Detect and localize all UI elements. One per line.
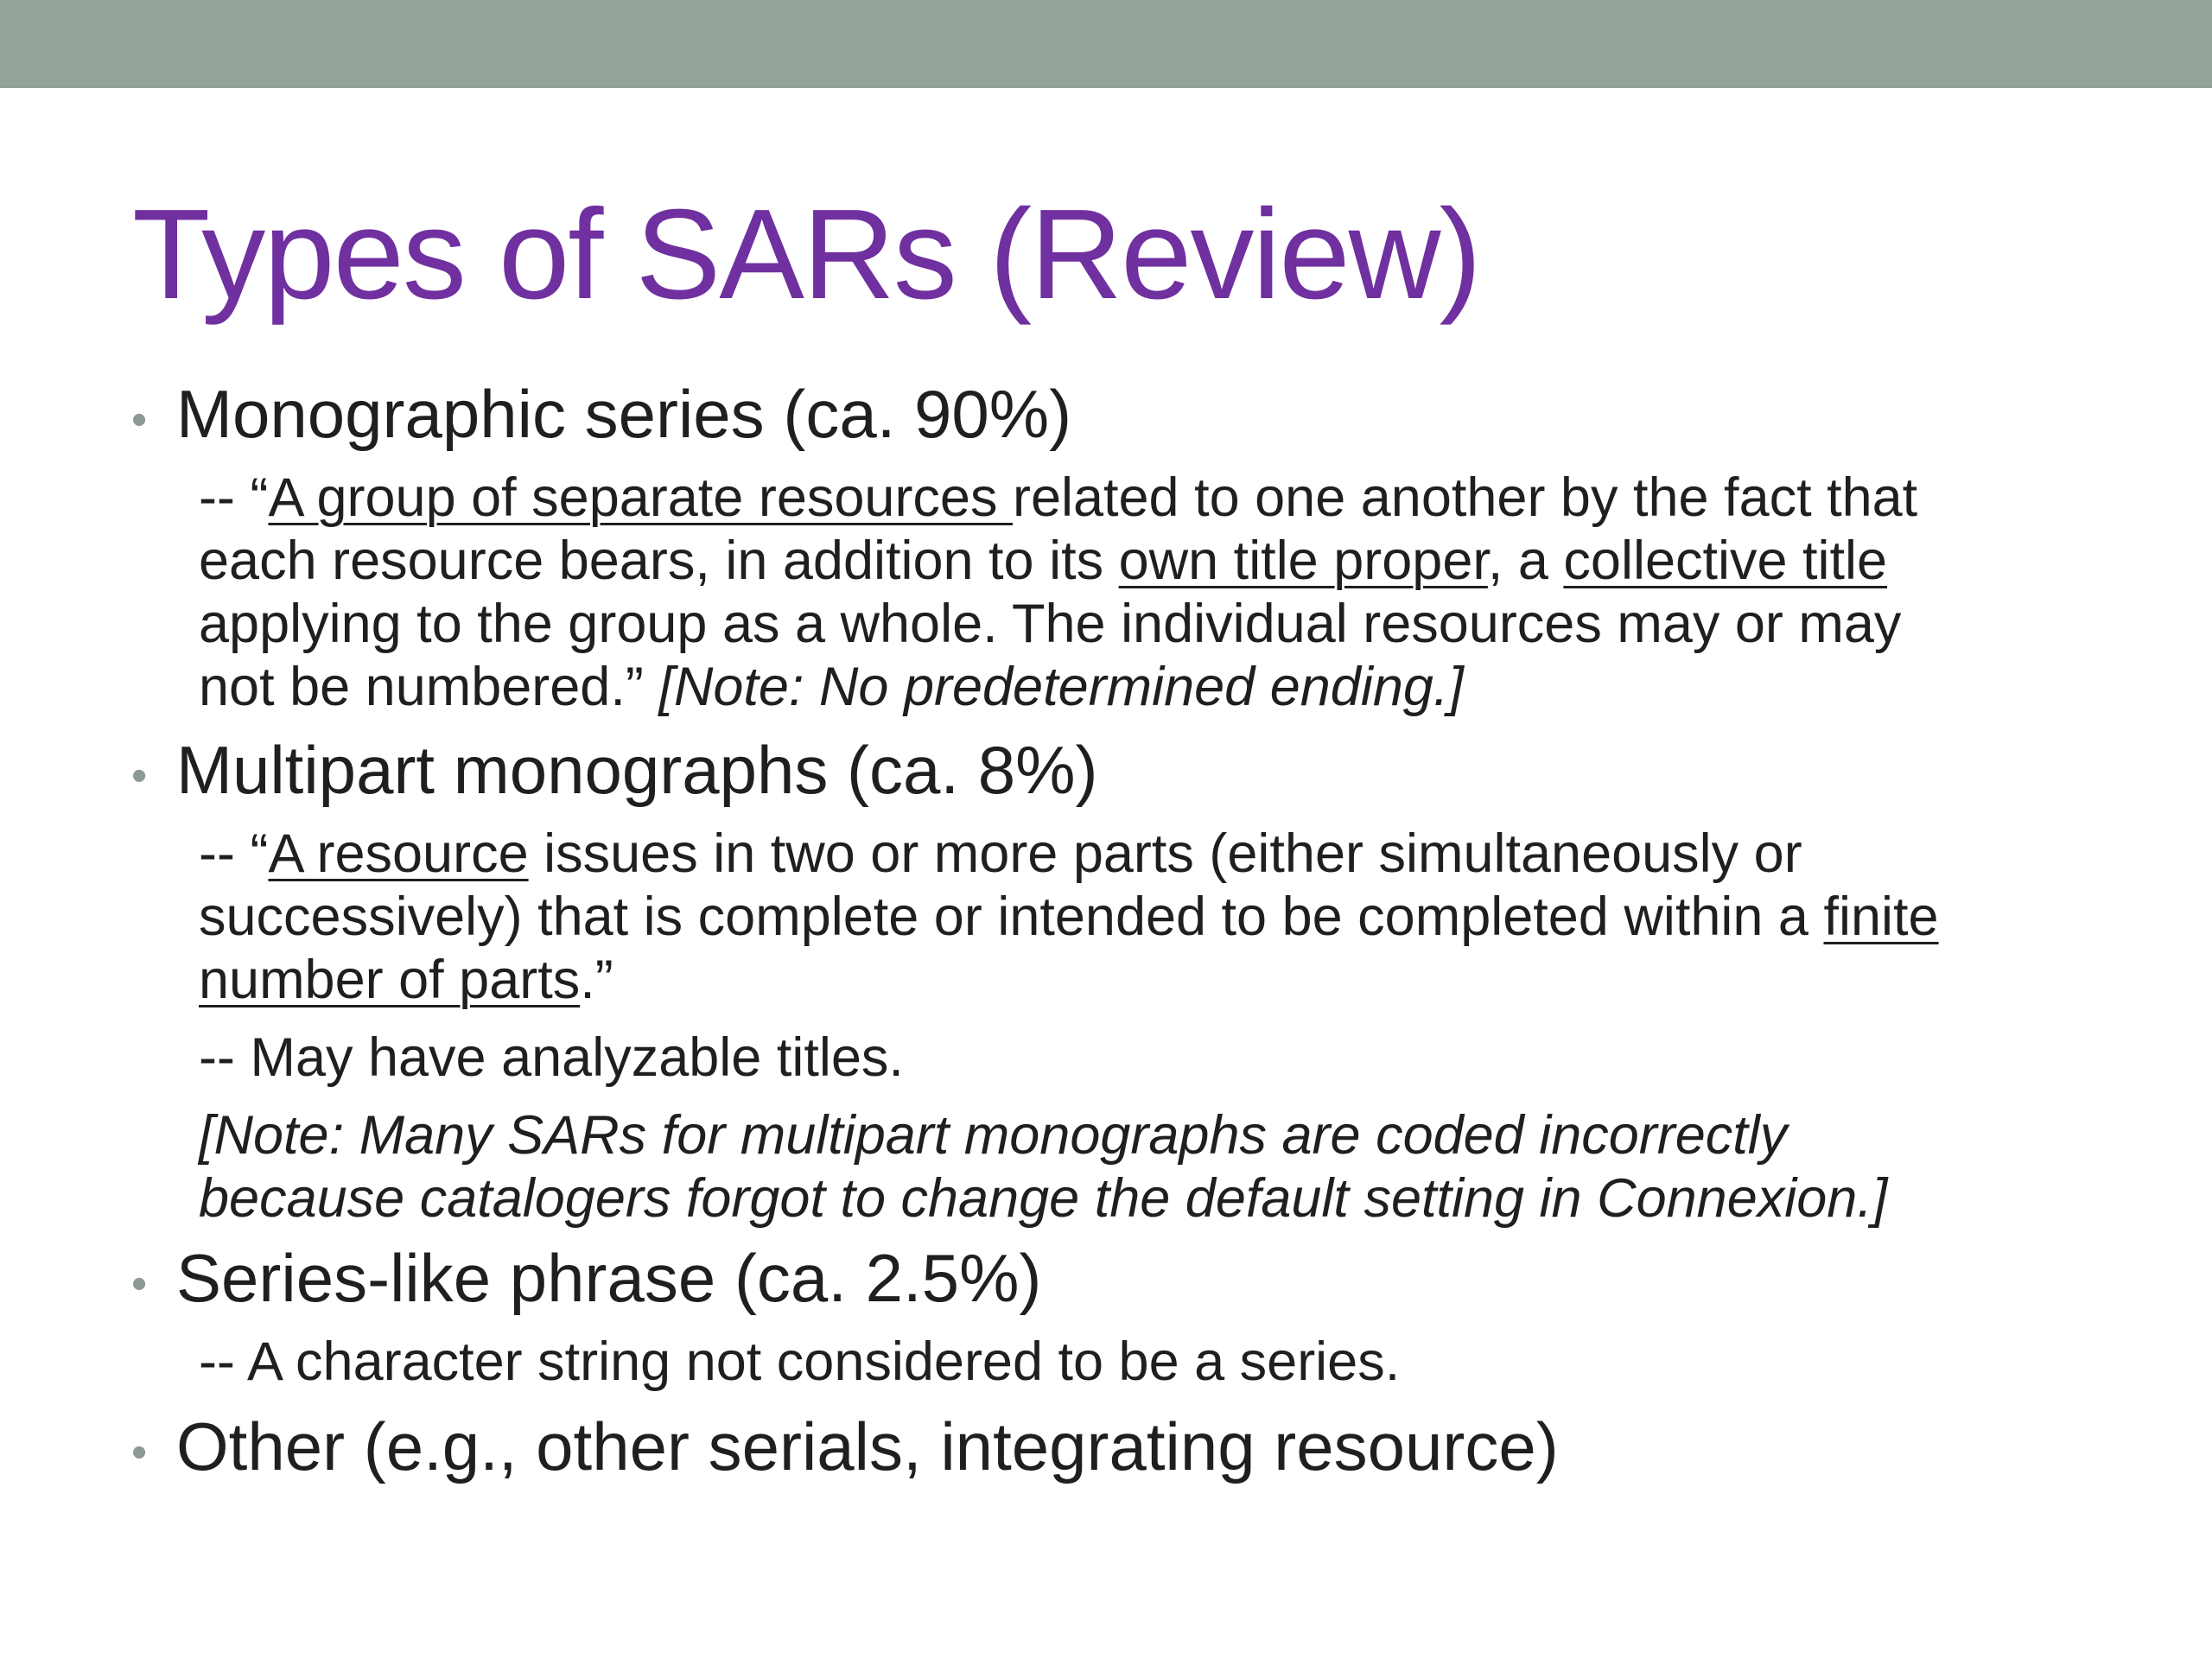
definition-line: -- “A group of separate resources related to one another by the fact that xyxy=(199,467,1918,528)
bullet-dot-icon: • xyxy=(131,1259,148,1309)
definition-line: applying to the group as a whole. The individual resources may or may xyxy=(199,594,1902,654)
bullet-dot-icon: • xyxy=(131,1427,148,1478)
definition-line: not be numbered.” [Note: No predetermined ending.] xyxy=(199,657,1464,717)
slide-title: Types of SARs (Review) xyxy=(132,183,1480,326)
connexion-note xyxy=(199,1104,2117,1230)
bullet-dot-icon: • xyxy=(131,751,148,801)
definition-monographic-series xyxy=(199,467,2117,719)
underlined-term: number of parts xyxy=(199,950,581,1010)
underlined-term: A group of separate resources xyxy=(268,467,1013,528)
definition-line: -- May have analyzable titles. xyxy=(199,1027,904,1088)
bullet-label: Series-like phrase (ca. 2.5%) xyxy=(176,1240,1042,1316)
underlined-term: collective title xyxy=(1563,531,1888,591)
underlined-term: A resource xyxy=(268,823,529,884)
definition-line: successively) that is complete or intended to be completed within a finite xyxy=(199,887,1939,947)
definition-line: -- A character string not considered to be a series. xyxy=(199,1332,1401,1392)
definition-multipart-monographs xyxy=(199,823,2117,1012)
note-line: [Note: Many SARs for multipart monographs are coded incorrectly xyxy=(199,1105,1788,1166)
definition-series-like-phrase xyxy=(199,1331,2117,1394)
bullet-label: Multipart monographs (ca. 8%) xyxy=(176,732,1098,808)
underlined-term: finite xyxy=(1823,887,1939,947)
analyzable-titles-note xyxy=(199,1027,2117,1090)
note-line: because catalogers forgot to change the default setting in Connexion.] xyxy=(199,1168,1888,1229)
bullet-label: Monographic series (ca. 90%) xyxy=(176,376,1072,452)
bullet-label: Other (e.g., other serials, integrating resource) xyxy=(176,1408,1559,1484)
bullet-dot-icon: • xyxy=(131,395,148,445)
underlined-term: own title proper xyxy=(1118,531,1488,591)
definition-line: -- “A resource issues in two or more parts (either simultaneously or xyxy=(199,823,1802,884)
note-text: [Note: No predetermined ending.] xyxy=(658,657,1464,717)
definition-line: number of parts.” xyxy=(199,950,613,1010)
definition-line: each resource bears, in addition to its own title proper, a collective title xyxy=(199,531,1888,591)
